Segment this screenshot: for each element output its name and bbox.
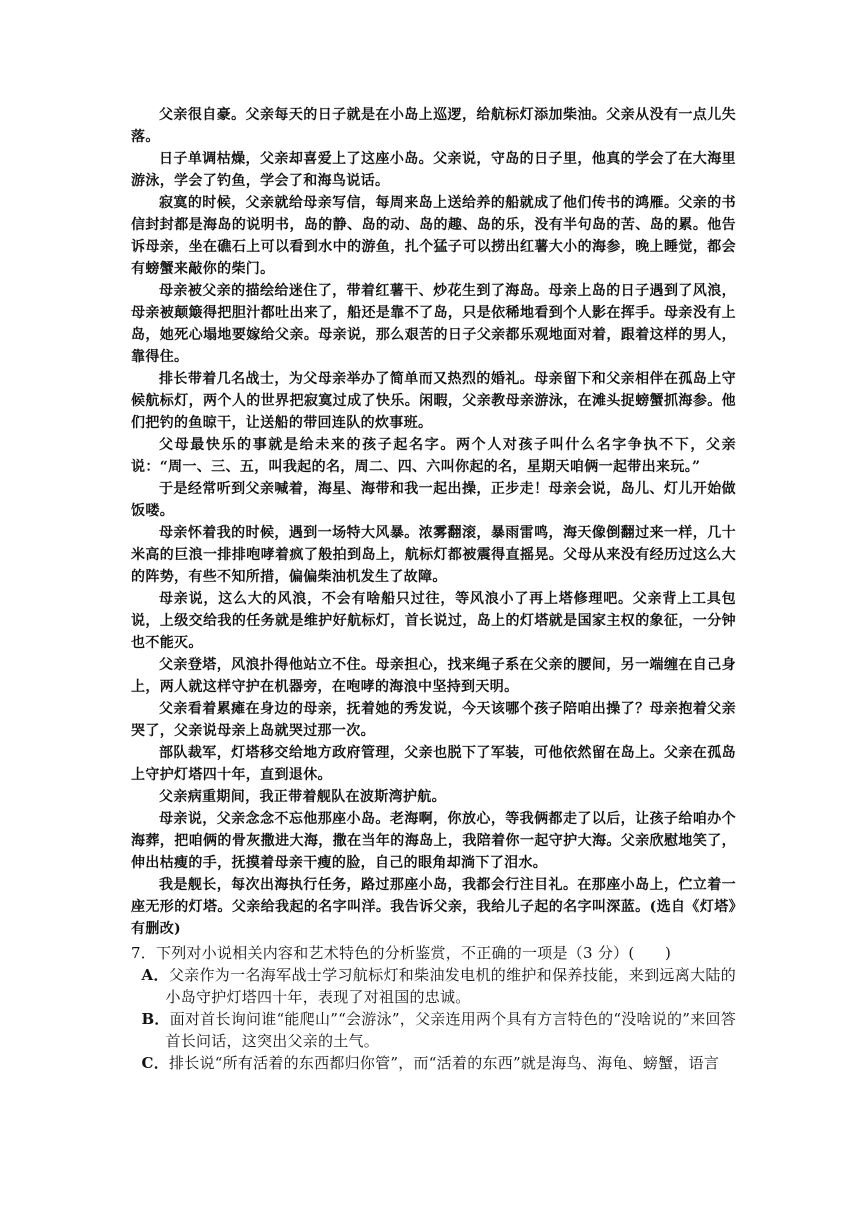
- story-paragraph: 父亲看着累瘫在身边的母亲，抚着她的秀发说，今天该哪个孩子陪咱出操了？母亲抱着父亲哭了，父亲说母亲上岛就哭过那一次。: [131, 701, 736, 739]
- option-text: 父亲作为一名海军战士学习航标灯和柴油发电机的维护和保养技能，来到远离大陆的小岛守护灯塔四十年，表现了对祖国的忠诚。: [165, 966, 736, 1006]
- story-paragraph: 母亲说，这么大的风浪，不会有啥船只过往，等风浪小了再上塔修理吧。父亲背上工具包说，上级交给我的任务就是维护好航标灯，首长说过，岛上的灯塔就是国家主权的象征，一分钟也不能灭。: [131, 591, 736, 651]
- story-paragraph: 我是舰长，每次出海执行任务，路过那座小岛，我都会行注目礼。在那座小岛上，伫立着一座无形的灯塔。父亲给我起的名字叫洋。我告诉父亲，我给儿子起的名字叫深蓝。(选自《灯塔》有删改): [131, 877, 736, 937]
- story-paragraph: 父母最快乐的事就是给未来的孩子起名字。两个人对孩子叫什么名字争执不下，父亲说：“周一、三、五，叫我起的名，周二、四、六叫你起的名，星期天咱俩一起带出来玩。”: [131, 437, 736, 475]
- option-text: 面对首长询问谁“能爬山”“会游泳”，父亲连用两个具有方言特色的“没啥说的”来回答首长问话，这突出父亲的土气。: [165, 1010, 736, 1050]
- story-paragraph: 部队裁军，灯塔移交给地方政府管理，父亲也脱下了军装，可他依然留在岛上。父亲在孤岛上守护灯塔四十年，直到退休。: [131, 745, 736, 783]
- story-paragraph: 母亲说，父亲念念不忘他那座小岛。老海啊，你放心，等我俩都走了以后，让孩子给咱办个海葬，把咱俩的骨灰撒进大海，撒在当年的海岛上，我陪着你一起守护大海。父亲欣慰地笑了，伸出枯瘦的手，抚摸着母亲干瘦的脸，自己的眼角却淌下了泪水。: [131, 811, 736, 871]
- answer-option-c: [131, 1052, 736, 1074]
- story-paragraph: 母亲怀着我的时候，遇到一场特大风暴。浓雾翻滚，暴雨雷鸣，海天像倒翻过来一样，几十米高的巨浪一排排咆哮着疯了般拍到岛上，航标灯都被震得直摇晃。父母从来没有经历过这么大的阵势，有些不知所措，偏偏柴油机发生了故障。: [131, 525, 736, 585]
- story-paragraph: 母亲被父亲的描绘给迷住了，带着红薯干、炒花生到了海岛。母亲上岛的日子遇到了风浪，母亲被颠簸得把胆汁都吐出来了，船还是靠不了岛，只是依稀地看到个人影在挥手。母亲没有上岛，她死心塌地要嫁给父亲。母亲说，那么艰苦的日子父亲都乐观地面对着，跟着这样的男人，靠得住。: [131, 283, 736, 365]
- story-paragraph: 父亲很自豪。父亲每天的日子就是在小岛上巡逻，给航标灯添加柴油。父亲从没有一点儿失落。: [131, 107, 736, 145]
- option-text: 排长说“所有活着的东西都归你管”，而“活着的东西”就是海鸟、海龟、螃蟹，语言: [168, 1054, 720, 1072]
- story-paragraph: 寂寞的时候，父亲就给母亲写信，每周来岛上送给养的船就成了他们传书的鸿雁。父亲的书信封封都是海岛的说明书，岛的静、岛的动、岛的趣、岛的乐，没有半句岛的苦、岛的累。他告诉母亲，坐在礁石上可以看到水中的游鱼，扎个猛子可以捞出红薯大小的海参，晚上睡觉，都会有螃蟹来敲你的柴门。: [131, 195, 736, 277]
- option-key: C．: [141, 1054, 169, 1072]
- answer-option-b: [131, 1008, 736, 1052]
- question-block: [131, 942, 736, 1074]
- question-stem: 7．下列对小说相关内容和艺术特色的分析鉴赏，不正确的一项是（3 分）( ): [131, 944, 672, 962]
- story-paragraph: 排长带着几名战士，为父母亲举办了简单而又热烈的婚礼。母亲留下和父亲相伴在孤岛上守候航标灯，两个人的世界把寂寞过成了快乐。闲暇，父亲教母亲游泳，在滩头捉螃蟹抓海参。他们把钓的鱼晾干，让送船的带回连队的炊事班。: [131, 371, 736, 431]
- option-key: A．: [141, 966, 169, 984]
- option-key: B．: [141, 1010, 170, 1028]
- story-paragraph: 日子单调枯燥，父亲却喜爱上了这座小岛。父亲说，守岛的日子里，他真的学会了在大海里游泳，学会了钓鱼，学会了和海鸟说话。: [131, 151, 736, 189]
- story-text: [131, 104, 736, 940]
- story-paragraph: 父亲病重期间，我正带着舰队在波斯湾护航。: [159, 789, 446, 805]
- story-paragraph: 于是经常听到父亲喊着，海星、海带和我一起出操，正步走！母亲会说，岛儿、灯儿开始做饭喽。: [131, 481, 736, 519]
- story-paragraph: 父亲登塔，风浪扑得他站立不住。母亲担心，找来绳子系在父亲的腰间，另一端缠在自己身上，两人就这样守护在机器旁，在咆哮的海浪中坚持到天明。: [131, 657, 736, 695]
- answer-option-a: [131, 964, 736, 1008]
